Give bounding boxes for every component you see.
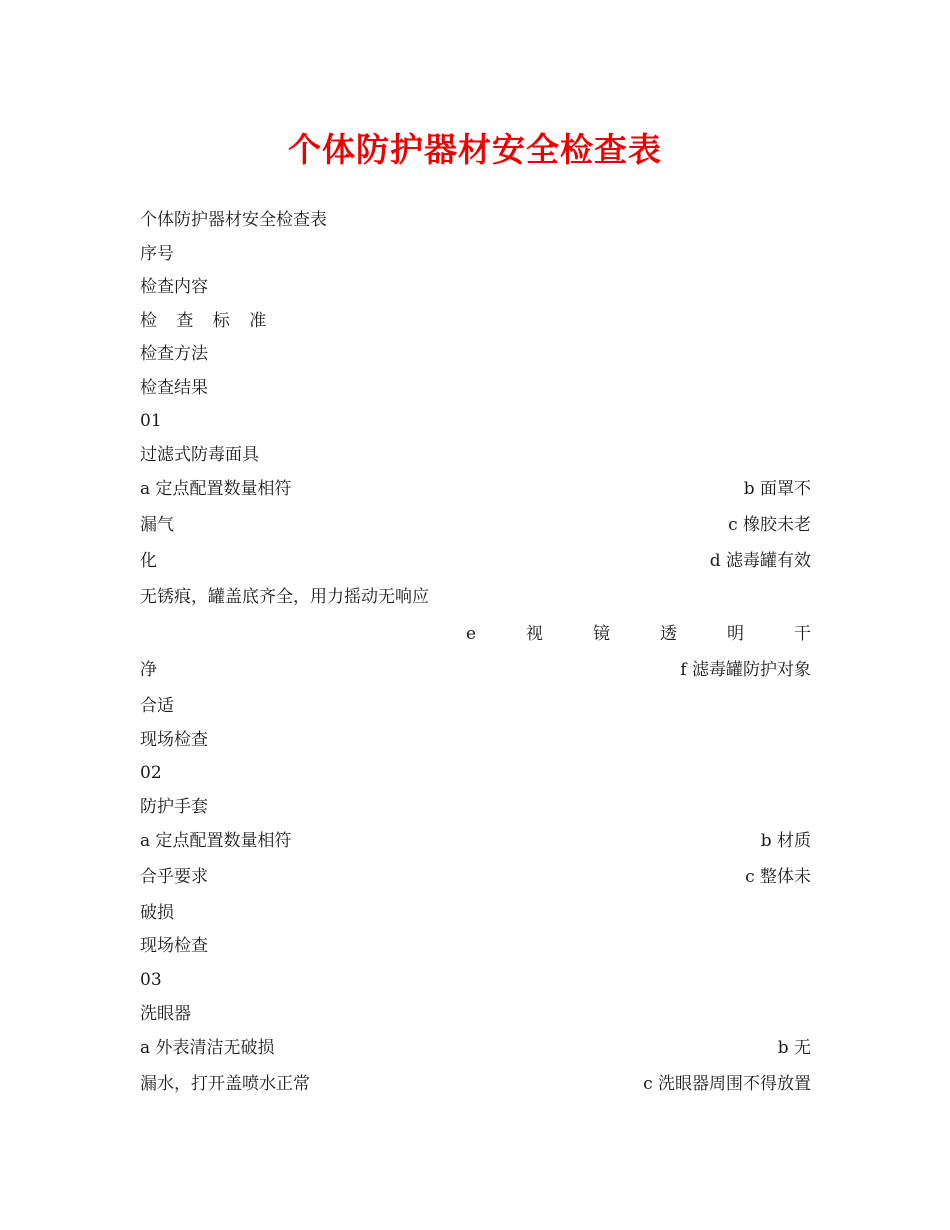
text-line [140, 865, 811, 889]
text-line: 序号 [140, 244, 174, 264]
text-line: 无锈痕，罐盖底齐全，用力摇动无响应 [140, 587, 429, 607]
text-segment: e [466, 624, 477, 644]
text-segment: b 材质 [760, 831, 811, 851]
text-segment: c 整体未 [745, 867, 811, 887]
document-title: 个体防护器材安全检查表 [288, 130, 662, 169]
text-segment: f 滤毒罐防护对象 [680, 660, 811, 680]
text-segment: 视 [526, 624, 544, 644]
text-segment: 漏水，打开盖喷水正常 [140, 1074, 310, 1094]
text-line [140, 549, 811, 573]
text-segment: 漏气 [140, 515, 174, 535]
text-line: 检查内容 [140, 277, 208, 297]
text-line: 01 [140, 411, 162, 431]
text-segment: 净 [140, 660, 157, 680]
text-line: 洗眼器 [140, 1004, 191, 1024]
text-segment: 合乎要求 [140, 867, 208, 887]
text-segment: b 无 [777, 1038, 811, 1058]
text-segment: a 外表清洁无破损 [140, 1038, 275, 1058]
text-line [140, 1036, 811, 1060]
text-segment: 透 [660, 624, 678, 644]
text-segment: a 定点配置数量相符 [140, 479, 292, 499]
text-line [140, 477, 811, 501]
text-segment: d 滤毒罐有效 [709, 551, 811, 571]
text-segment: a 定点配置数量相符 [140, 831, 292, 851]
text-line: 检 查 标 准 [140, 311, 274, 331]
text-line [140, 829, 811, 853]
text-line: 个体防护器材安全检查表 [140, 210, 327, 230]
text-line: 现场检查 [140, 936, 208, 956]
text-segment: b 面罩不 [743, 479, 811, 499]
text-segment: 镜 [593, 624, 611, 644]
text-line: 破损 [140, 903, 174, 923]
text-line: 03 [140, 970, 162, 990]
text-line [466, 622, 811, 646]
text-line: 检查结果 [140, 378, 208, 398]
text-line [140, 513, 811, 537]
text-line [140, 658, 811, 682]
text-line [140, 1072, 811, 1096]
text-line: 现场检查 [140, 730, 208, 750]
text-segment: 明 [727, 624, 744, 644]
text-line: 过滤式防毒面具 [140, 445, 259, 465]
text-segment: 干 [793, 624, 811, 644]
text-line: 检查方法 [140, 344, 208, 364]
text-segment: c 洗眼器周围不得放置 [643, 1074, 811, 1094]
text-segment: c 橡胶未老 [728, 515, 811, 535]
text-line: 02 [140, 763, 162, 783]
text-segment: 化 [140, 551, 157, 571]
text-line: 防护手套 [140, 797, 208, 817]
text-line: 合适 [140, 696, 174, 716]
